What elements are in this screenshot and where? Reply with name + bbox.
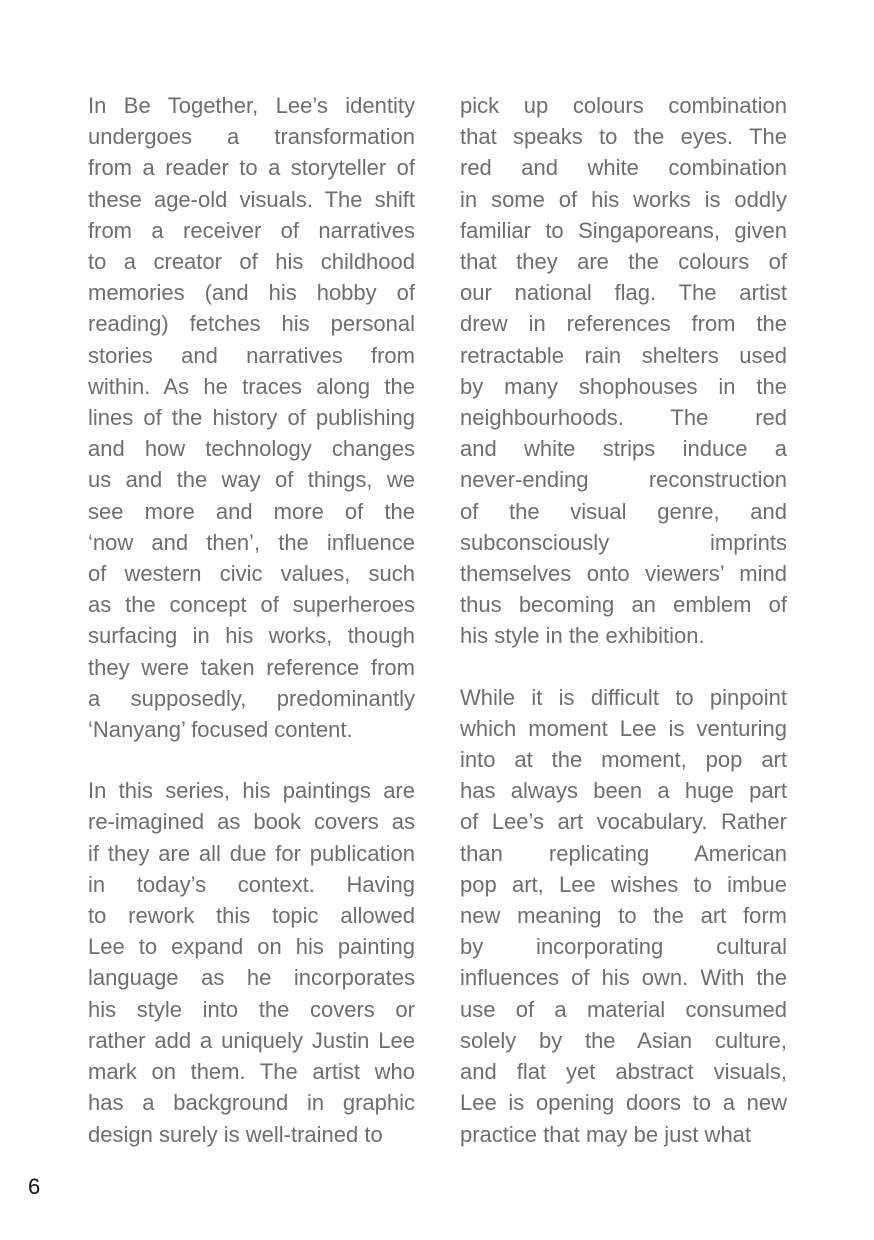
text-line: lines of the history of publishing xyxy=(88,405,415,431)
text-line: familiar to Singaporeans, given xyxy=(460,217,787,243)
text-line: new meaning to the art form xyxy=(460,903,787,929)
text-line: as the concept of superheroes xyxy=(88,592,415,618)
text-line: ‘Nanyang’ focused content. xyxy=(88,717,353,743)
text-line: and white strips induce a xyxy=(460,436,787,462)
text-line: and how technology changes xyxy=(88,436,415,462)
text-line: to a creator of his childhood xyxy=(88,249,415,275)
text-line: In this series, his paintings are xyxy=(88,778,415,804)
text-line: within. As he traces along the xyxy=(88,373,415,399)
text-line: than replicating American xyxy=(460,840,787,866)
text-line: by incorporating cultural xyxy=(460,934,787,960)
text-line: of the visual genre, and xyxy=(460,498,787,524)
text-line: Lee is opening doors to a new xyxy=(460,1090,787,1116)
text-line: retractable rain shelters used xyxy=(460,342,787,368)
paragraph xyxy=(460,90,787,652)
text-line: has a background in graphic xyxy=(88,1090,415,1116)
text-line: from a reader to a storyteller of xyxy=(88,155,415,181)
text-line: they were taken reference from xyxy=(88,654,415,680)
text-line: ‘now and then’, the influence xyxy=(88,529,415,555)
text-line: re-imagined as book covers as xyxy=(88,809,415,835)
text-line: design surely is well-trained to xyxy=(88,1121,383,1147)
text-line: pick up colours combination xyxy=(460,93,787,118)
text-line: that speaks to the eyes. The xyxy=(460,124,787,150)
text-line: red and white combination xyxy=(460,155,787,181)
text-line: his style in the exhibition. xyxy=(460,623,705,649)
text-line: rather add a uniquely Justin Lee xyxy=(88,1027,415,1053)
text-line: in some of his works is oddly xyxy=(460,186,787,212)
text-line: stories and narratives from xyxy=(88,342,415,368)
text-column-left xyxy=(88,90,415,1150)
text-line: never-ending reconstruction xyxy=(460,467,787,493)
text-line: influences of his own. With the xyxy=(460,965,787,991)
text-line: Lee to expand on his painting xyxy=(88,934,415,960)
text-line: neighbourhoods. The red xyxy=(460,405,787,431)
text-line: see more and more of the xyxy=(88,498,415,524)
text-line: solely by the Asian culture, xyxy=(460,1027,787,1053)
text-line: and flat yet abstract visuals, xyxy=(460,1059,787,1085)
text-line: of Lee’s art vocabulary. Rather xyxy=(460,809,787,835)
text-line: our national flag. The artist xyxy=(460,280,787,306)
text-line: undergoes a transformation xyxy=(88,124,415,150)
text-columns xyxy=(88,90,787,1150)
text-line: into at the moment, pop art xyxy=(460,747,787,773)
text-line: of western civic values, such xyxy=(88,561,415,587)
page-number: 6 xyxy=(28,1174,41,1199)
text-line: memories (and his hobby of xyxy=(88,280,415,306)
text-line: these age-old visuals. The shift xyxy=(88,186,415,212)
text-line: from a receiver of narratives xyxy=(88,217,415,243)
paragraph xyxy=(460,682,787,1150)
text-line: subconsciously imprints xyxy=(460,529,787,555)
text-line: While it is difficult to pinpoint xyxy=(460,684,787,710)
text-line: a supposedly, predominantly xyxy=(88,685,415,711)
text-line: mark on them. The artist who xyxy=(88,1059,415,1085)
text-column-right xyxy=(460,90,787,1150)
text-line: us and the way of things, we xyxy=(88,467,415,493)
text-line: by many shophouses in the xyxy=(460,373,787,399)
text-line: use of a material consumed xyxy=(460,996,787,1022)
text-line: pop art, Lee wishes to imbue xyxy=(460,871,787,897)
text-line: In Be Together, Lee’s identity xyxy=(88,93,415,118)
text-line: that they are the colours of xyxy=(460,249,787,275)
paragraph xyxy=(88,775,415,1149)
text-line: has always been a huge part xyxy=(460,778,787,804)
text-line: which moment Lee is venturing xyxy=(460,715,787,741)
text-line: themselves onto viewers’ mind xyxy=(460,561,787,587)
text-line: surfacing in his works, though xyxy=(88,623,415,649)
text-line: drew in references from the xyxy=(460,311,787,337)
text-line: if they are all due for publication xyxy=(88,840,415,866)
paragraph xyxy=(88,90,415,745)
text-line: reading) fetches his personal xyxy=(88,311,415,337)
text-line: thus becoming an emblem of xyxy=(460,592,787,618)
text-line: language as he incorporates xyxy=(88,965,415,991)
text-line: practice that may be just what xyxy=(460,1121,752,1147)
text-line: to rework this topic allowed xyxy=(88,903,415,929)
text-line: his style into the covers or xyxy=(88,996,415,1022)
text-line: in today’s context. Having xyxy=(88,871,415,897)
